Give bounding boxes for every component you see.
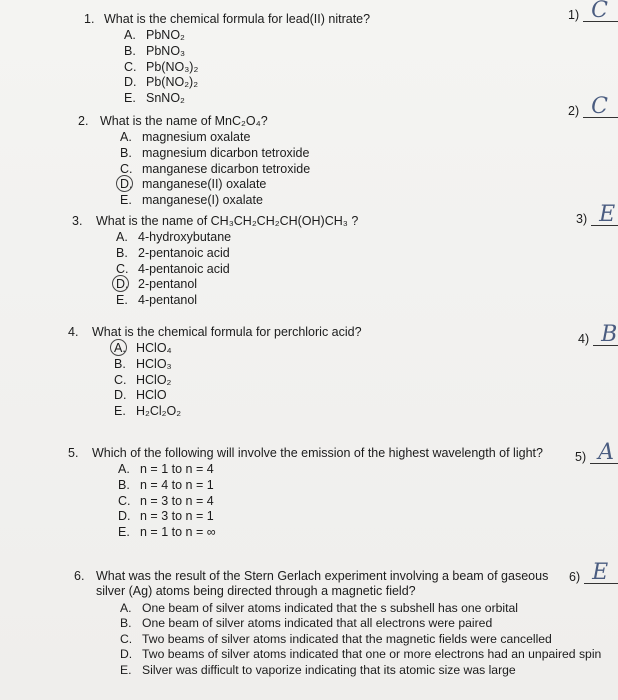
option-d[interactable]: D. n = 3 to n = 1 xyxy=(118,509,214,524)
answer-blank-3[interactable] xyxy=(576,202,618,227)
option-c[interactable]: C. manganese dicarbon tetroxide xyxy=(120,161,311,176)
answer-label: 1) xyxy=(568,8,580,22)
answer-label: 4) xyxy=(578,332,590,346)
option-e[interactable]: E. n = 1 to n = ∞ xyxy=(118,524,216,539)
option-d[interactable]: D. Two beams of silver atoms indicated that one or more electrons had an unpaired spin xyxy=(120,647,602,662)
answer-label: 6) xyxy=(569,570,581,584)
option-c[interactable]: C. HClO₂ xyxy=(114,372,172,387)
handwritten-answer: C xyxy=(591,0,608,23)
handwritten-answer: B xyxy=(601,322,618,347)
handwritten-answer: E xyxy=(599,202,616,227)
option-e[interactable]: E. SnNO₂ xyxy=(124,90,185,105)
question-number: 5. xyxy=(68,446,79,460)
handwritten-answer: A xyxy=(598,440,615,465)
option-a-circled[interactable]: A. HClO₄ xyxy=(114,341,172,356)
answer-blank-1[interactable] xyxy=(568,0,618,23)
option-c[interactable]: C. Pb(NO₃)₂ xyxy=(124,59,199,74)
option-b[interactable]: B. magnesium dicarbon tetroxide xyxy=(120,145,310,160)
question-number: 3. xyxy=(72,214,83,228)
option-e[interactable]: E. Silver was difficult to vaporize indicating that its atomic size was large xyxy=(120,662,516,677)
question-number: 1. xyxy=(84,12,95,26)
question-text-continued: silver (Ag) atoms being directed through a magnetic field? xyxy=(96,584,416,599)
option-e[interactable]: E. H₂Cl₂O₂ xyxy=(114,403,182,418)
question-5 xyxy=(68,446,543,540)
question-6 xyxy=(74,569,601,678)
question-number: 2. xyxy=(78,114,89,128)
option-b[interactable]: B. One beam of silver atoms indicated that all electrons were paired xyxy=(120,616,493,631)
question-text: What is the name of MnC₂O₄? xyxy=(100,114,268,128)
option-c[interactable]: C. n = 3 to n = 4 xyxy=(118,493,214,508)
answer-blank-4[interactable] xyxy=(578,322,618,347)
option-e[interactable]: E. manganese(I) oxalate xyxy=(120,192,263,207)
question-text: What is the name of CH₃CH₂CH₂CH(OH)CH₃ ? xyxy=(96,214,359,228)
option-d[interactable]: D. Pb(NO₂)₂ xyxy=(124,75,199,90)
answer-label: 5) xyxy=(575,450,587,464)
handwritten-answer: E xyxy=(592,560,609,585)
option-a[interactable]: A. PbNO₂ xyxy=(124,28,185,43)
answer-blank-5[interactable] xyxy=(575,440,618,465)
question-3 xyxy=(72,214,358,308)
question-4 xyxy=(68,325,362,419)
answer-blank-2[interactable] xyxy=(568,94,618,119)
option-a[interactable]: A. One beam of silver atoms indicated that the s subshell has one orbital xyxy=(120,600,518,615)
option-b[interactable]: B. 2-pentanoic acid xyxy=(116,245,230,260)
question-text: What is the chemical formula for perchloric acid? xyxy=(92,325,362,339)
option-b[interactable]: B. PbNO₃ xyxy=(124,43,186,58)
question-number: 6. xyxy=(74,569,85,583)
answer-label: 3) xyxy=(576,212,588,226)
option-b[interactable]: B. n = 4 to n = 1 xyxy=(118,477,214,492)
option-a[interactable]: A. 4-hydroxybutane xyxy=(116,230,232,245)
answer-blank-6[interactable] xyxy=(569,560,618,585)
option-e[interactable]: E. 4-pentanol xyxy=(116,292,198,307)
option-c[interactable]: C. 4-pentanoic acid xyxy=(116,261,230,276)
question-text: What was the result of the Stern Gerlach experiment involving a beam of gaseous xyxy=(96,569,549,583)
option-a[interactable]: A. magnesium oxalate xyxy=(120,130,251,145)
handwritten-answer: C xyxy=(591,94,608,119)
question-text: What is the chemical formula for lead(II) nitrate? xyxy=(104,12,371,26)
option-a[interactable]: A. n = 1 to n = 4 xyxy=(118,462,214,477)
question-text: Which of the following will involve the emission of the highest wavelength of light? xyxy=(92,446,543,460)
option-b[interactable]: B. HClO₃ xyxy=(114,356,172,371)
question-2 xyxy=(78,114,310,208)
option-d-circled[interactable]: D. manganese(II) oxalate xyxy=(120,177,267,192)
option-c[interactable]: C. Two beams of silver atoms indicated that the magnetic fields were cancelled xyxy=(120,631,552,646)
question-number: 4. xyxy=(68,325,79,339)
option-d-circled[interactable]: D. 2-pentanol xyxy=(116,277,198,292)
question-1 xyxy=(84,12,370,106)
answer-label: 2) xyxy=(568,104,580,118)
option-d[interactable]: D. HClO xyxy=(114,388,167,403)
